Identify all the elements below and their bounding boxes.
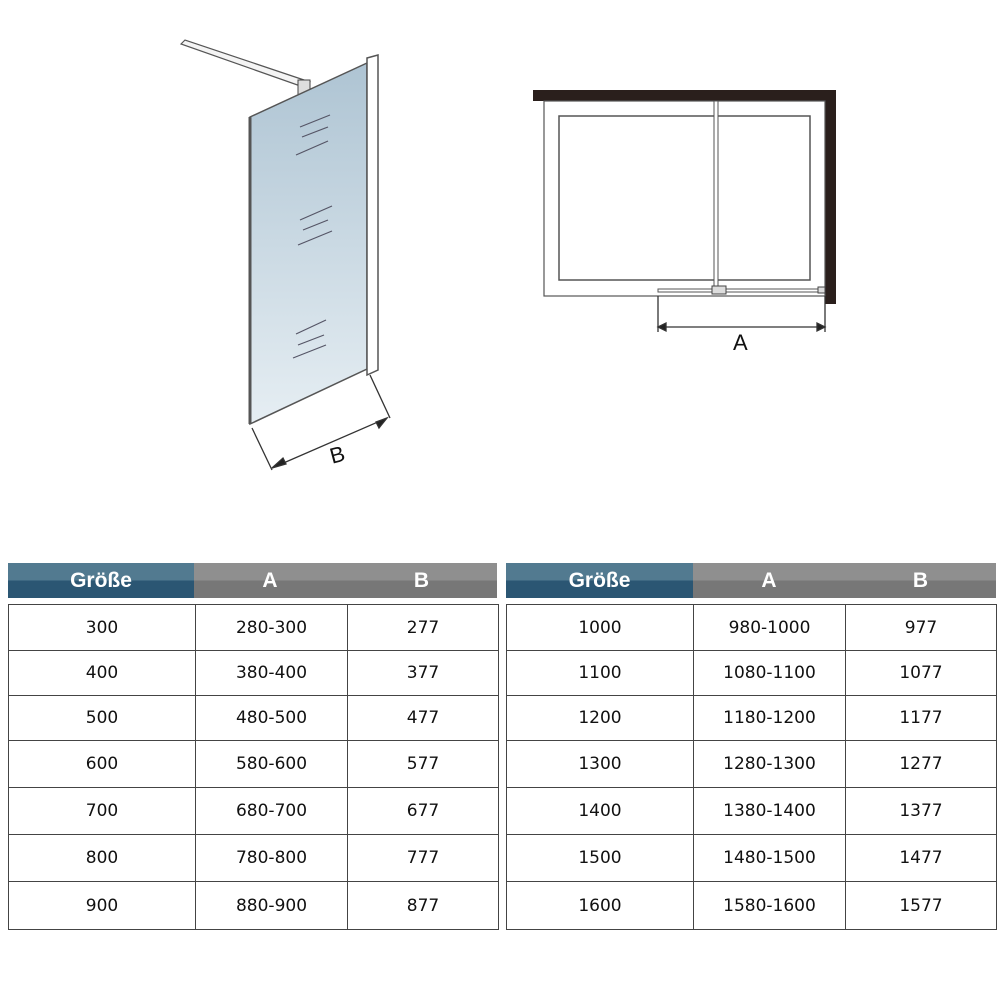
cell-a: 780-800 [196,835,348,882]
dimension-label-a: A [733,330,748,355]
cell-size: 800 [9,835,196,882]
cell-b: 1077 [846,651,997,696]
cell-a: 280-300 [196,605,348,651]
cell-size: 600 [9,741,196,788]
cell-size: 900 [9,882,196,930]
table-row [9,835,499,882]
cell-a: 1280-1300 [694,741,846,788]
cell-size: 1200 [507,696,694,741]
cell-a: 1480-1500 [694,835,846,882]
cell-a: 1080-1100 [694,651,846,696]
cell-a: 1580-1600 [694,882,846,930]
header-size: Größe [506,563,693,598]
table-row [507,835,997,882]
cell-size: 300 [9,605,196,651]
wall-profile [367,55,378,375]
table-row [507,696,997,741]
table-row [507,741,997,788]
cell-b: 677 [348,788,499,835]
table-row [9,696,499,741]
header-a: A [194,563,346,598]
header-size: Größe [8,563,194,598]
dimension-label-b: B [326,440,348,469]
cell-size: 1000 [507,605,694,651]
cell-b: 977 [846,605,997,651]
table-row [507,605,997,651]
glass-panel [250,63,367,424]
table-row [507,882,997,930]
table-row [9,882,499,930]
support-bar [181,40,310,88]
cell-b: 577 [348,741,499,788]
table-row [507,651,997,696]
cell-b: 1577 [846,882,997,930]
cell-a: 1180-1200 [694,696,846,741]
table-row [9,605,499,651]
cell-b: 277 [348,605,499,651]
cell-size: 1500 [507,835,694,882]
cell-b: 377 [348,651,499,696]
cell-b: 877 [348,882,499,930]
header-b: B [346,563,497,598]
size-table-left [8,563,499,930]
cell-size: 1300 [507,741,694,788]
cell-a: 680-700 [196,788,348,835]
cell-b: 1177 [846,696,997,741]
size-table-right [506,563,997,930]
cell-size: 400 [9,651,196,696]
table-row [9,741,499,788]
header-b: B [845,563,996,598]
cell-a: 580-600 [196,741,348,788]
cell-a: 480-500 [196,696,348,741]
cell-a: 880-900 [196,882,348,930]
cell-size: 1400 [507,788,694,835]
cell-size: 1100 [507,651,694,696]
cell-a: 980-1000 [694,605,846,651]
cell-b: 1477 [846,835,997,882]
table-row [507,788,997,835]
table-row [9,788,499,835]
header-a: A [693,563,845,598]
cell-size: 500 [9,696,196,741]
cell-b: 1277 [846,741,997,788]
table-row [9,651,499,696]
cell-b: 777 [348,835,499,882]
cell-b: 1377 [846,788,997,835]
cell-size: 700 [9,788,196,835]
cell-size: 1600 [507,882,694,930]
cell-b: 477 [348,696,499,741]
cell-a: 1380-1400 [694,788,846,835]
cell-a: 380-400 [196,651,348,696]
